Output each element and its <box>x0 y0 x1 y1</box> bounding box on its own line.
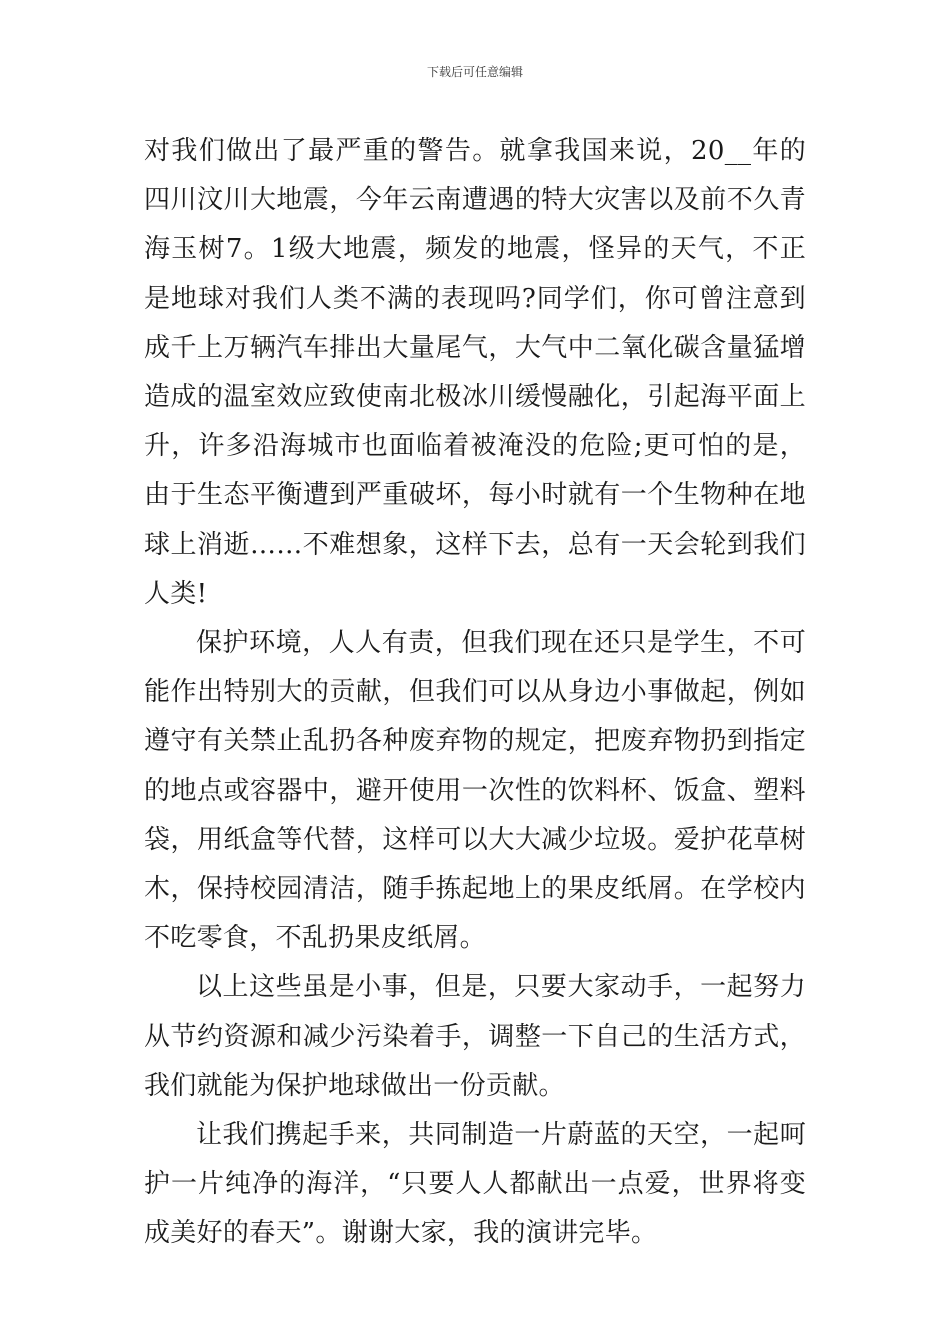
paragraph-protect-environment: 保护环境，人人有责，但我们现在还只是学生，不可能作出特别大的贡献，但我们可以从身边小事做起，例如遵守有关禁止乱扔各种废弃物的规定，把废弃物扔到指定的地点或容器中，避开使用一次性的饮料杯、饭盒、塑料袋，用纸盒等代替，这样可以大大减少垃圾。爱护花草树木，保持校园清洁，随手拣起地上的果皮纸屑。在学校内不吃零食，不乱扔果皮纸屑。 <box>144 628 806 954</box>
paragraph-closing: 让我们携起手来，共同制造一片蔚蓝的天空，一起呵护一片纯净的海洋，“只要人人都献出一点爱，世界将变成美好的春天”。谢谢大家，我的演讲完毕。 <box>144 1120 806 1249</box>
page-header-note: 下载后可任意编辑 <box>426 65 523 79</box>
paragraph-continuation: 对我们做出了最严重的警告。就拿我国来说，20__年的四川汶川大地震，今年云南遭遇的特大灾害以及前不久青海玉树7。1级大地震，频发的地震，怪异的天气，不正是地球对我们人类不满的表现吗?同学们，你可曾注意到成千上万辆汽车排出大量尾气，大气中二氧化碳含量猛增造成的温室效应致使南北极冰川缓慢融化，引起海平面上升，许多沿海城市也面临着被淹没的危险;更可怕的是，由于生态平衡遭到严重破坏，每小时就有一个生物种在地球上消逝……不难想象，这样下去，总有一天会轮到我们人类! <box>144 136 806 609</box>
paragraph-small-things: 以上这些虽是小事，但是，只要大家动手，一起努力从节约资源和减少污染着手，调整一下自己的生活方式，我们就能为保护地球做出一份贡献。 <box>144 972 806 1101</box>
document-body <box>144 127 806 1259</box>
